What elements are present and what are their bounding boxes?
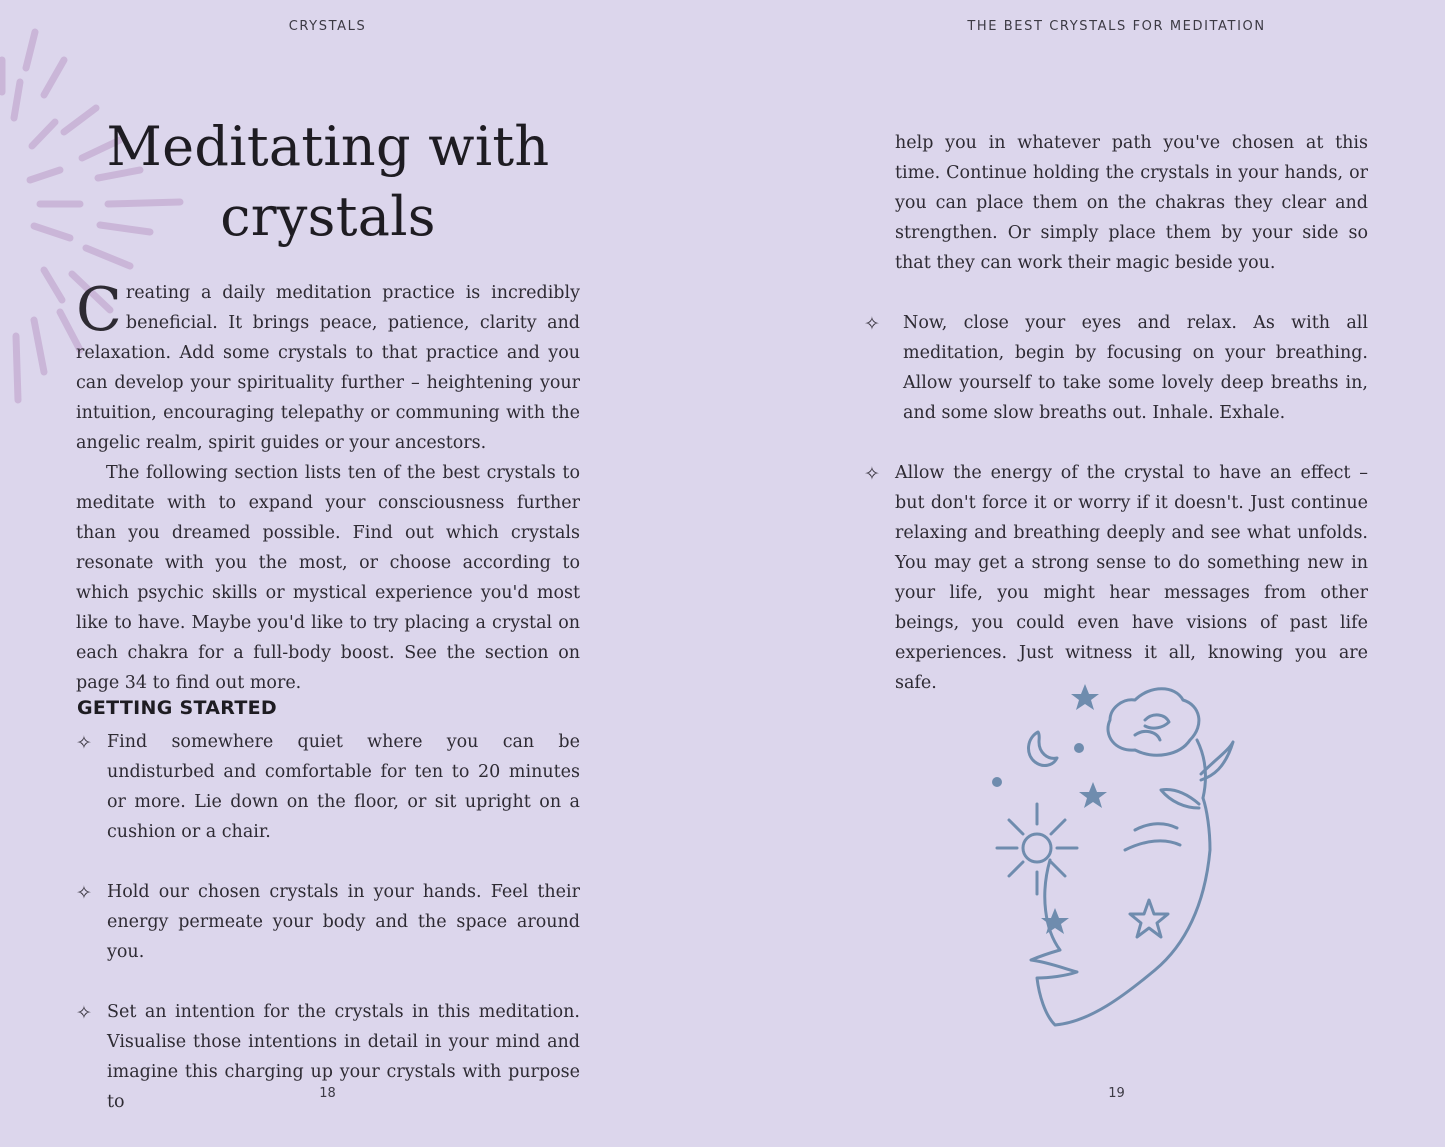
step-text: Set an intention for the crystals in this meditation. Visualise those intentions in detail in your mind and imagine this charging up your crystals with purpose to (107, 1002, 580, 1112)
intro-paragraph-1-text: reating a daily meditation practice is incredibly beneficial. It brings peace, patience, clarity and relaxation. Add some crystals to that practice and you can develop your spirituality further – heightening your intuition, encouraging telepathy or communing with the angelic realm, spirit guides or your ancestors. (76, 283, 580, 453)
step-text: Allow the energy of the crystal to have an effect – but don't force it or worry if it doesn't. Just continue relaxing and breathing deeply and see what unfolds. You may get a strong sense to do something new in your life, you might hear messages from other beings, you could even have visions of past life experiences. Just witness it all, knowing you are safe. (895, 463, 1368, 693)
sparkle-bullet-icon: ✧ (864, 463, 880, 485)
intro-paragraph-1 (76, 275, 580, 458)
sparkle-bullet-icon: ✧ (76, 882, 92, 904)
running-head: THE BEST CRYSTALS FOR MEDITATION (967, 19, 1266, 34)
list-item (864, 458, 1368, 698)
steps-list-continued (864, 308, 1368, 728)
step-text: Now, close your eyes and relax. As with all meditation, begin by focusing on your breathing. Allow yourself to take some lovely deep breaths in, and some slow breaths out. Inhale. Exhale. (903, 313, 1368, 423)
intro-paragraph-2: The following section lists ten of the best crystals to meditate with to expand your consciousness further than you dreamed possible. Find out which crystals resonate with you the most, or choose according to which psychic skills or mystical experience you'd most like to have. Maybe you'd like to try placing a crystal on each chakra for a full-body boost. See the section on page 34 to find out more. (76, 463, 580, 693)
page-number: 18 (319, 1086, 336, 1101)
step-text: Hold our chosen crystals in your hands. Feel their energy permeate your body and the space around you. (107, 882, 580, 962)
drop-cap: C (76, 275, 122, 345)
sparkle-bullet-icon: ✧ (864, 313, 880, 335)
page-number: 19 (1108, 1086, 1125, 1101)
sparkle-bullet-icon: ✧ (76, 1002, 92, 1024)
list-item (864, 308, 1368, 428)
steps-list (76, 727, 580, 1147)
left-page (0, 0, 722, 1125)
face-flower-moon-sun-illustration-icon (985, 680, 1245, 1040)
continued-paragraph: help you in whatever path you've chosen at this time. Continue holding the crystals in your hands, or you can place them on the chakras they clear and strengthen. Or simply place them by your side so that they can work their magic beside you. (895, 133, 1368, 273)
title-line-1: Meditating with (106, 115, 550, 178)
step-text: Find somewhere quiet where you can be undisturbed and comfortable for ten to 20 minutes or more. Lie down on the floor, or sit upright on a cushion or a chair. (107, 732, 580, 842)
sparkle-bullet-icon: ✧ (76, 732, 92, 754)
intro-text (76, 275, 580, 698)
section-heading: GETTING STARTED (77, 697, 277, 719)
list-item (76, 877, 580, 967)
list-item (76, 727, 580, 847)
page-title (76, 112, 580, 252)
title-line-2: crystals (220, 185, 436, 248)
running-head: CRYSTALS (288, 19, 367, 34)
